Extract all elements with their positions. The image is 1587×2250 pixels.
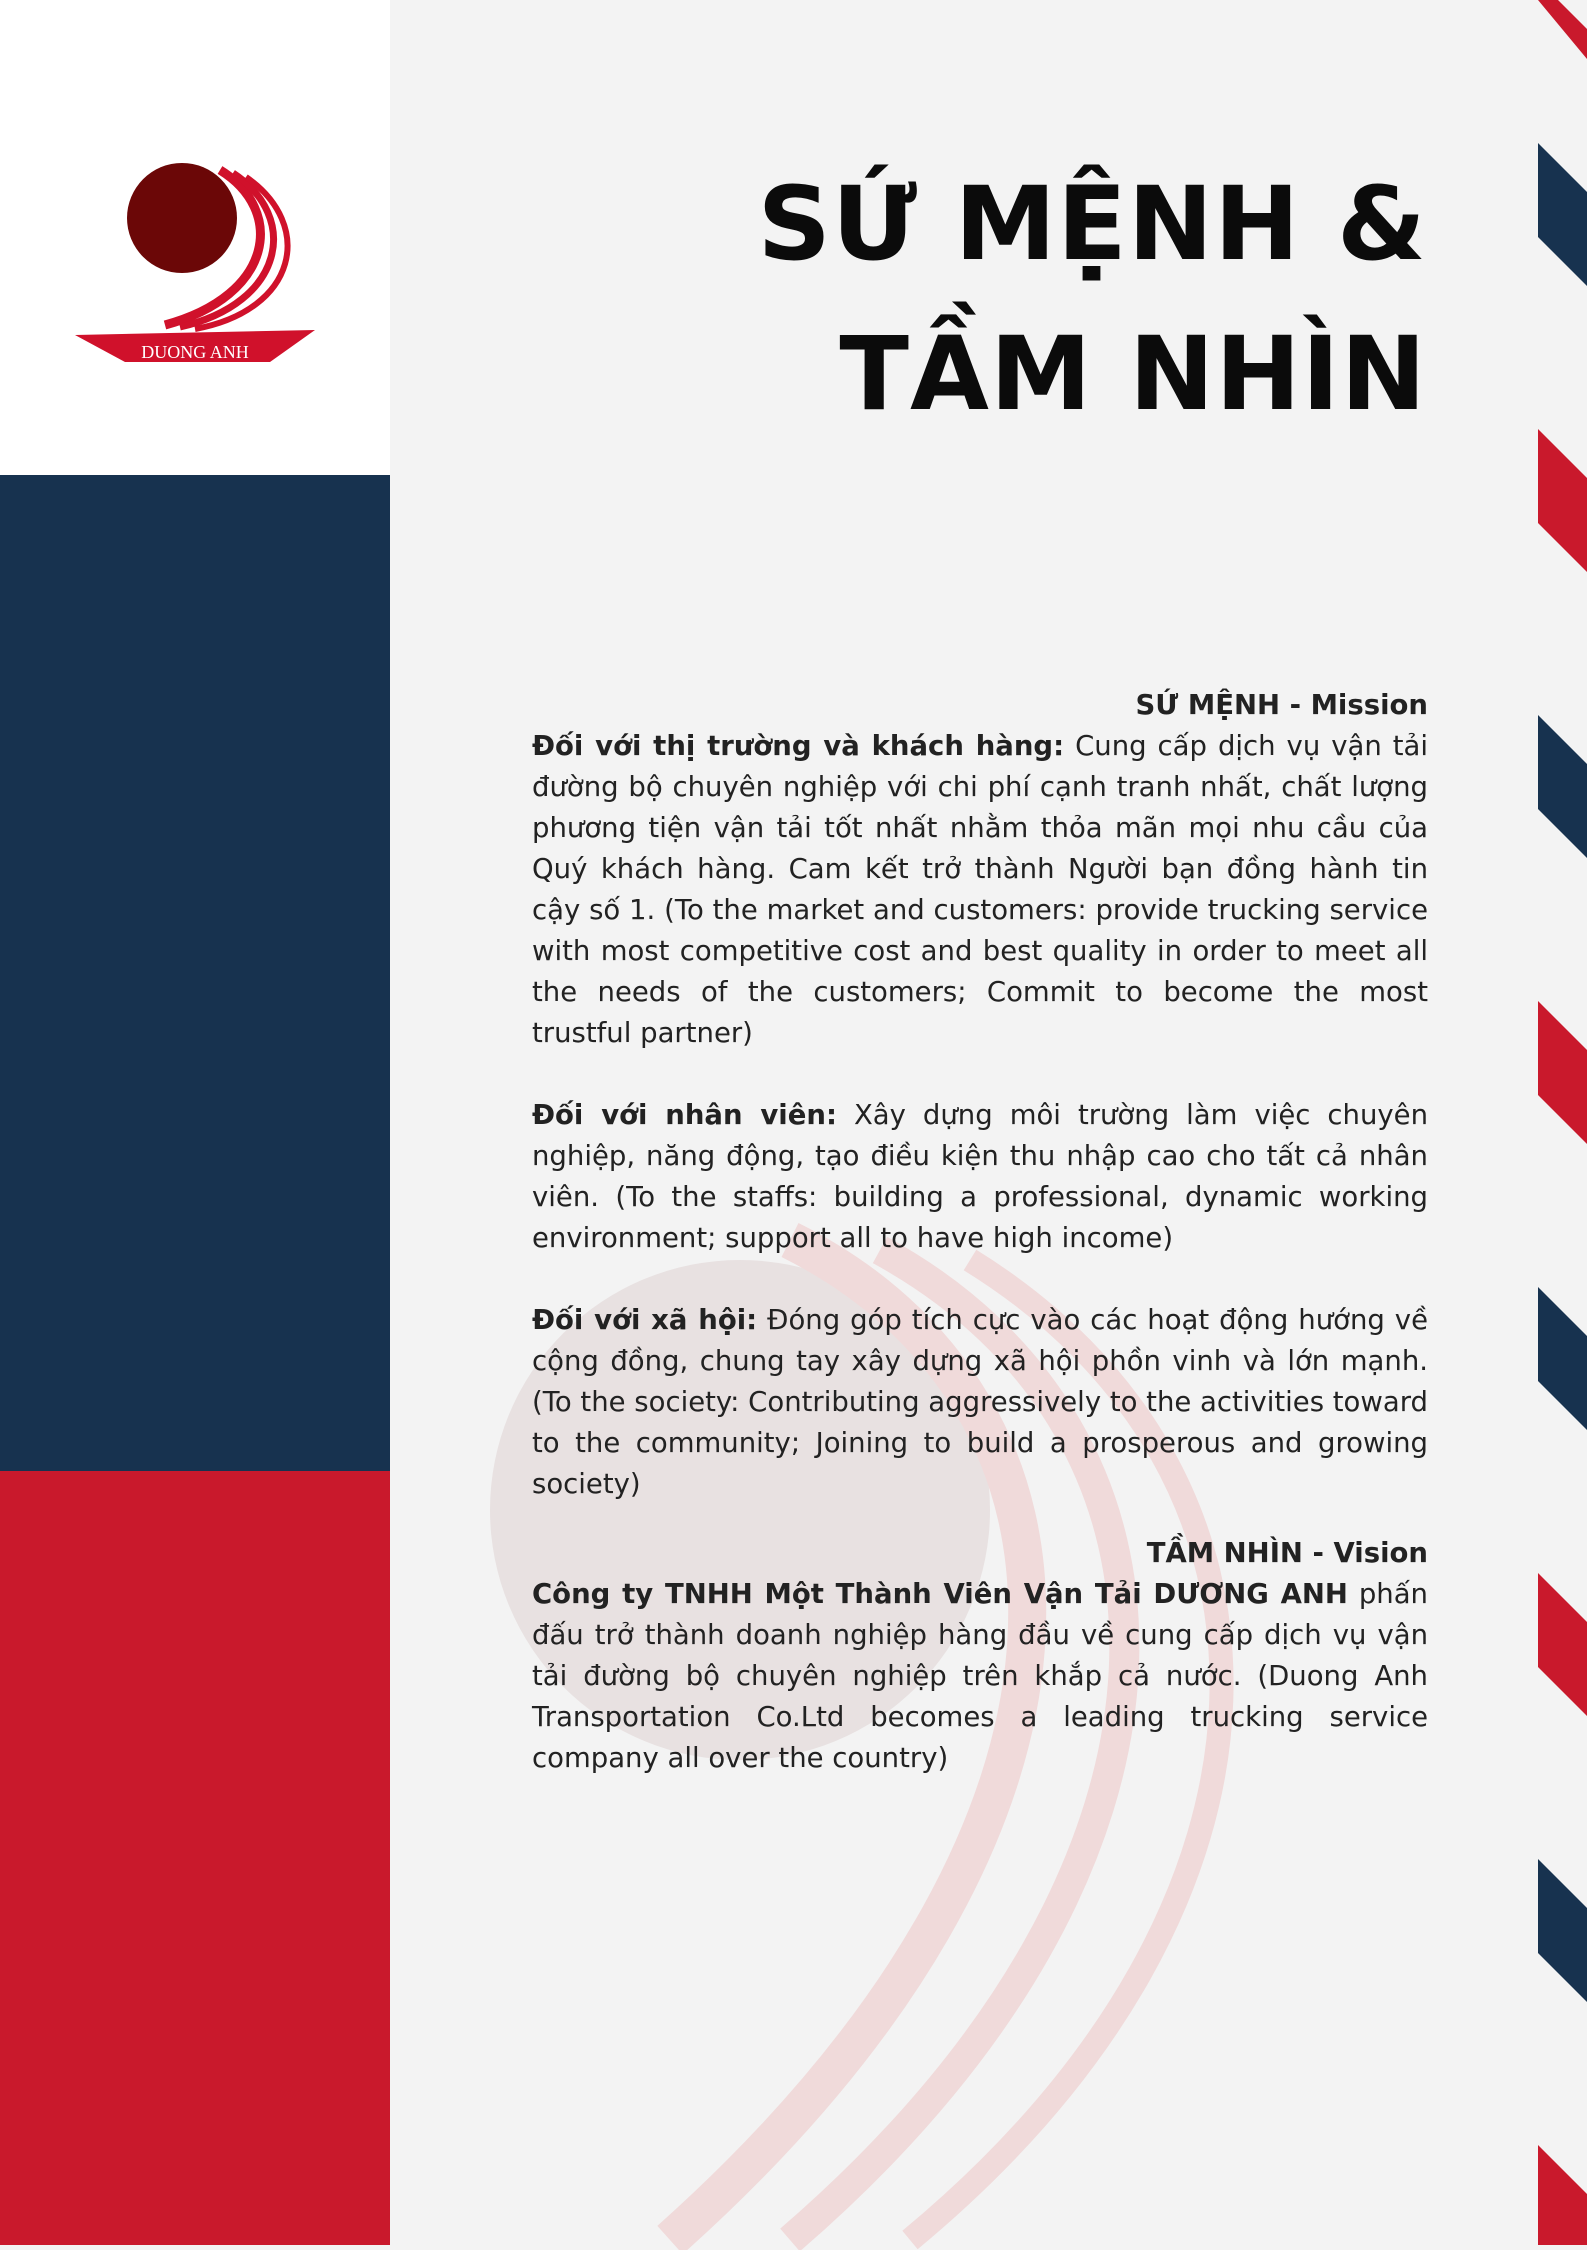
paragraph-lead: Công ty TNHH Một Thành Viên Vận Tải DƯƠNG ANH — [532, 1578, 1348, 1610]
paragraph-lead: Đối với thị trường và khách hàng: — [532, 730, 1065, 762]
content-body — [532, 685, 1428, 1779]
title-line-2: TẦM NHÌN — [839, 315, 1427, 434]
title-line-1: SỨ MỆNH & — [757, 165, 1427, 284]
mission-paragraph-market — [532, 726, 1428, 1054]
logo-text: DUONG ANH — [141, 342, 249, 362]
paragraph-text: Đóng góp tích cực vào các hoạt động hướng về cộng đồng, chung tay xây dựng xã hội phồn vinh và lớn mạnh. (To the society: Contributing aggressively to the activities toward to the community; Joining to build a prosperous and growing society) — [532, 1304, 1429, 1500]
vision-paragraph — [532, 1574, 1428, 1779]
paragraph-text: Cung cấp dịch vụ vận tải đường bộ chuyên nghiệp với chi phí cạnh tranh nhất, chất lượng phương tiện vận tải tốt nhất nhằm thỏa mãn mọi nhu cầu của Quý khách hàng. Cam kết trở thành Người bạn đồng hành tin cậy số 1. (To the market and customers: provide trucking service with most competitive cost and best quality in order to meet all the needs of the customers; Commit to become the most trustful partner) — [532, 730, 1428, 1049]
paragraph-lead: Đối với nhân viên: — [532, 1099, 837, 1131]
stripe-pattern — [1538, 0, 1587, 2245]
decorative-stripes — [1538, 0, 1587, 2245]
mission-paragraph-society — [532, 1300, 1428, 1505]
paragraph-text: phấn đấu trở thành doanh nghiệp hàng đầu về cung cấp dịch vụ vận tải đường bộ chuyên nghiệp trên khắp cả nước. (Duong Anh Transportation Co.Ltd becomes a leading trucking service company all over the country) — [532, 1578, 1428, 1774]
logo-sun-circle — [127, 163, 237, 273]
paragraph-lead: Đối với xã hội: — [532, 1304, 758, 1336]
paragraph-text: Xây dựng môi trường làm việc chuyên nghiệp, năng động, tạo điều kiện thu nhập cao cho tất cả nhân viên. (To the staffs: building a professional, dynamic working environment; support all to have high income) — [532, 1099, 1428, 1254]
mission-paragraph-staff — [532, 1095, 1428, 1259]
duong-anh-logo — [70, 155, 320, 370]
red-panel — [0, 1471, 390, 2245]
mission-heading: SỨ MỆNH - Mission — [1135, 689, 1428, 721]
left-color-column — [0, 0, 390, 2245]
logo-panel — [0, 0, 390, 475]
page-title — [667, 150, 1427, 450]
vision-heading: TẦM NHÌN - Vision — [1146, 1537, 1428, 1569]
navy-panel — [0, 475, 390, 1471]
